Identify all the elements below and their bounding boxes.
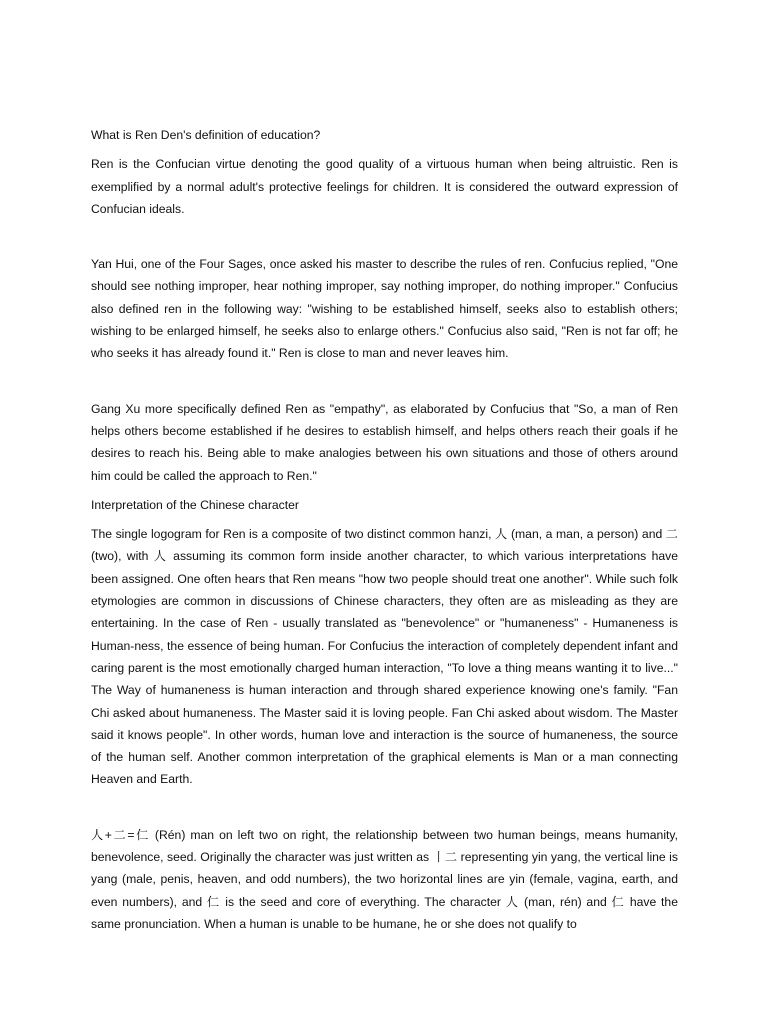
document-body xyxy=(91,124,678,935)
paragraph-character-composition: 人+二=仁 (Rén) man on left two on right, the relationship between two human beings, means humanity, benevolence, seed. Originally the character was just written as 丨二 representing yin yang, the vertical line is yang (male, penis, heaven, and odd numbers), the two horizontal lines are yin (female, vagina, earth, and even numbers), and 仁 is the seed and core of everything. The character 人 (man, rén) and 仁 have the same pronunciation. When a human is unable to be humane, he or she does not qualify to xyxy=(91,827,678,931)
section-heading-interpretation: Interpretation of the Chinese character xyxy=(91,497,299,512)
paragraph-yan-hui: Yan Hui, one of the Four Sages, once asked his master to describe the rules of ren. Confucius replied, "One should see nothing improper, hear nothing improper, say nothing improper, do nothing improper." Confucius also defined ren in the following way: "wishing to be established himself, seeks also to establish others; wishing to be enlarged himself, he seeks also to enlarge others." Confucius also said, "Ren is not far off; he who seeks it has already found it." Ren is close to man and never leaves him. xyxy=(91,257,678,361)
question-heading: What is Ren Den's definition of education? xyxy=(91,128,321,142)
paragraph-gang-xu: Gang Xu more specifically defined Ren as "empathy", as elaborated by Confucius that "So, a man of Ren helps others become established if he desires to establish himself, and helps others reach their goals if he desires to reach his. Being able to make analogies between his own situations and those of others around him could be called the approach to Ren." xyxy=(91,401,678,483)
paragraph-ren-virtue: Ren is the Confucian virtue denoting the good quality of a virtuous human when being altruistic. Ren is exemplified by a normal adult's protective feelings for children. It is considered the outward expression of Confucian ideals. xyxy=(91,157,678,216)
paragraph-logogram: The single logogram for Ren is a composite of two distinct common hanzi, 人 (man, a man, a person) and 二 (two), with 人 assuming its common form inside another character, to which various interpretations have been assigned. One often hears that Ren means "how two people should treat one another". While such folk etymologies are common in discussions of Chinese characters, they often are as misleading as they are entertaining. In the case of Ren - usually translated as "benevolence" or "humaneness" - Humaneness is Human-ness, the essence of being human. For Confucius the interaction of completely dependent infant and caring parent is the most emotionally charged human interaction, "To love a thing means wanting it to live..." The Way of humaneness is human interaction and through shared experience knowing one's family. "Fan Chi asked about humaneness. The Master said it is loving people. Fan Chi asked about wisdom. The Master said it knows people". In other words, human love and interaction is the source of humaneness, the source of the human self. Another common interpretation of the graphical elements is Man or a man connecting Heaven and Earth. xyxy=(91,527,678,787)
